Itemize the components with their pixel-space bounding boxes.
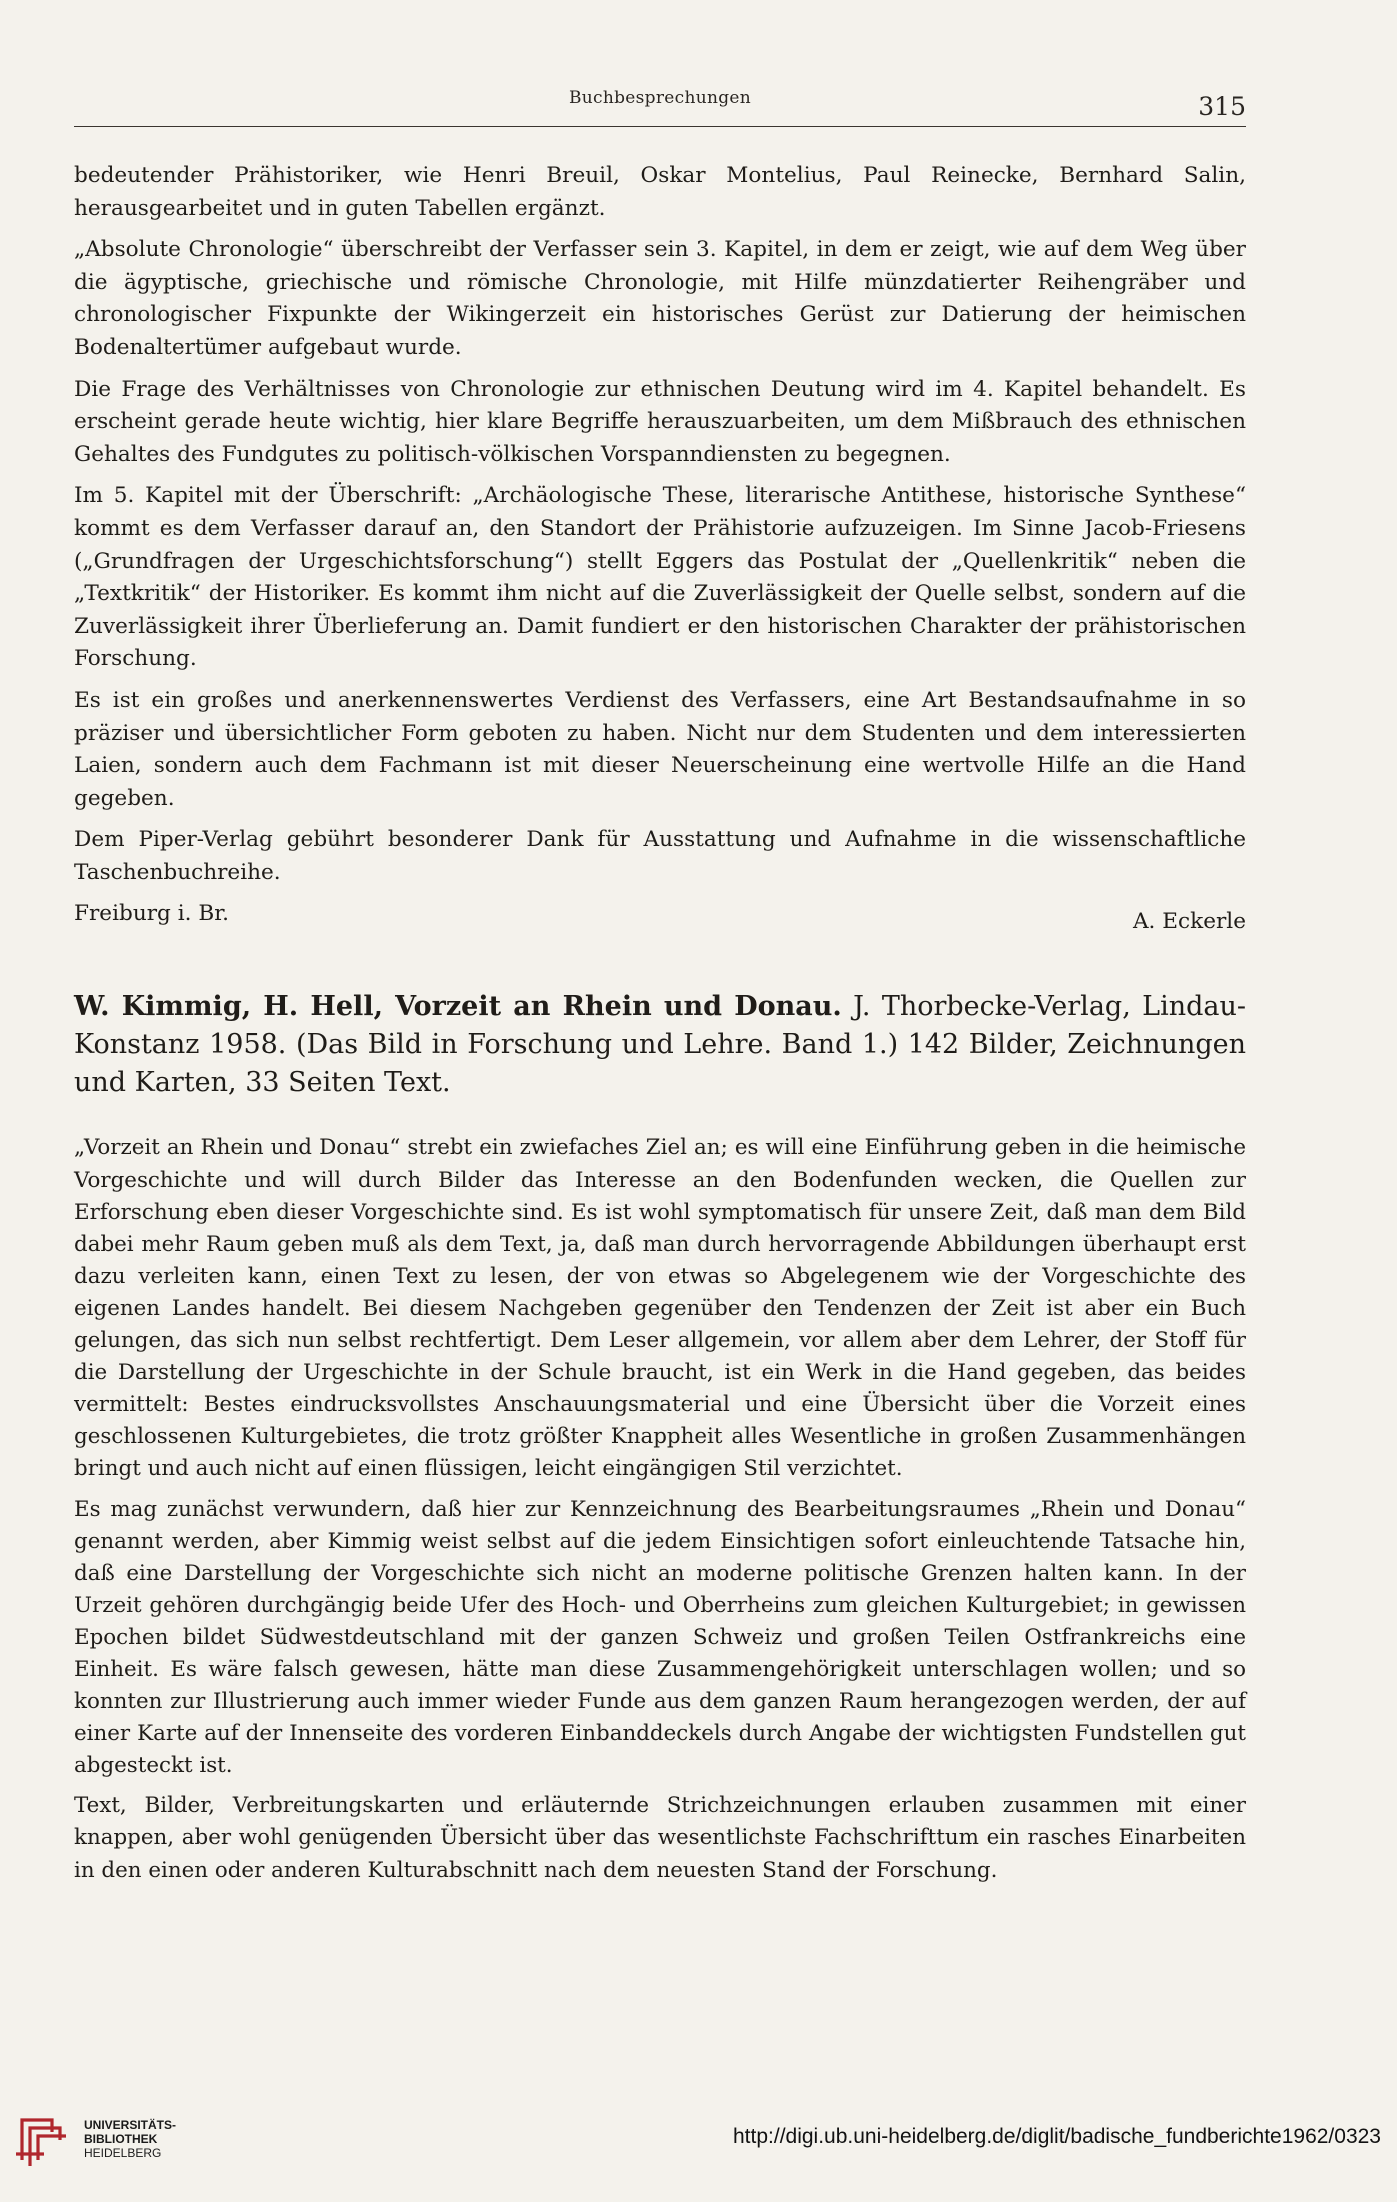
digitization-footer [0,2100,1397,2180]
paragraph: Es mag zunächst verwundern, daß hier zur Kennzeichnung des Bearbeitungsraumes „Rhein und Donau“ genannt werden, aber Kimmig weist selbst auf die jedem Einsichtigen sofort einleuchtende Tatsache hin, daß eine Darstellung der Vorgeschichte sich nicht an moderne politische Grenzen halten kann. In der Urzeit gehören durchgängig beide Ufer des Hoch- und Oberrheins zum gleichen Kulturgebiet; in gewissen Epochen bildet Südwestdeutschland mit der ganzen Schweiz und großen Teilen Ostfrankreichs eine Einheit. Es wäre falsch gewesen, hätte man diese Zusammengehörigkeit unterschlagen wollen; und so konnten zur Illustrierung auch immer wieder Funde aus dem ganzen Raum herangezogen werden, der auf einer Karte auf der Innenseite des vorderen Einbanddeckels durch Angabe der wichtigsten Fundstellen gut abgesteckt ist. [74,1496,1246,1779]
library-name-line3: HEIDELBERG [84,2146,162,2160]
paragraph: „Vorzeit an Rhein und Donau“ strebt ein zwiefaches Ziel an; es will eine Einführung geben in die heimische Vorgeschichte und will durch Bilder das Interesse an den Bodenfunden wecken, die Quellen zur Erforschung eben dieser Vorgeschichte sind. Es ist wohl symptomatisch für unsere Zeit, daß man dem Bild dabei mehr Raum geben muß als dem Text, ja, daß man durch hervorragende Abbildungen überhaupt erst dazu verleiten kann, einen Text zu lesen, der von etwas so Abgelegenem wie der Vorgeschichte des eigenen Landes handelt. Bei diesem Nachgeben gegenüber den Tendenzen der Zeit ist aber ein Buch gelungen, das sich nun selbst rechtfertigt. Dem Leser allgemein, vor allem aber dem Lehrer, der Stoff für die Darstellung der Urgeschichte in der Schule braucht, ist ein Werk in die Hand gegeben, das beides vermittelt: Bestes eindrucksvollstes Anschauungsmaterial und eine Übersicht über die Vorzeit eines geschlossenen Kulturgebietes, die trotz größter Knappheit alles Wesentliche in großen Zusammenhängen bringt und auch nicht auf einen flüssigen, leicht eingängigen Stil verzichtet. [74,1135,1246,1482]
paragraph: Dem Piper-Verlag gebührt besonderer Dank für Ausstattung und Aufnahme in die wissenschaftliche Taschenbuchreihe. [74,827,1246,885]
library-name-line2: BIBLIOTHEK [84,2132,158,2146]
running-title: Buchbesprechungen [568,88,751,108]
review-kimmig-hell [74,1132,1246,1886]
paragraph: Es ist ein großes und anerkennenswertes Verdienst des Verfassers, eine Art Bestandsaufnahme in so präziser und übersichtlicher Form geboten zu haben. Nicht nur dem Studenten und dem interessierten Laien, sondern auch dem Fachmann ist mit dieser Neuerscheinung eine wertvolle Hilfe an die Hand gegeben. [74,687,1246,811]
review-heading [74,988,1246,1102]
page-body [74,160,1246,1895]
reviewer-name: A. Eckerle [1132,909,1246,935]
library-name-line1: UNIVERSITÄTS- [84,2118,177,2132]
permalink-url[interactable]: http://digi.ub.uni-heidelberg.de/diglit/badische_fundberichte1962/0323 [733,2125,1381,2148]
running-header [74,76,1246,132]
page-number: 315 [1198,92,1246,121]
library-logo-icon [14,2110,70,2168]
review-place: Freiburg i. Br. [74,901,230,927]
paragraph: „Absolute Chronologie“ überschreibt der Verfasser sein 3. Kapitel, in dem er zeigt, wie auf dem Weg über die ägyptische, griechische und römische Chronologie, mit Hilfe münzdatierter Reihengräber und chronologischer Fixpunkte der Wikingerzeit ein historisches Gerüst zur Datierung der heimischen Bodenaltertümer aufgebaut wurde. [74,237,1246,360]
paragraph: Die Frage des Verhältnisses von Chronologie zur ethnischen Deutung wird im 4. Kapitel behandelt. Es erscheint gerade heute wichtig, hier klare Begriffe herauszuarbeiten, um dem Mißbrauch des ethnischen Gehaltes des Fundgutes zu politisch-völkischen Vorspanndiensten zu begegnen. [74,376,1246,467]
library-name [84,2118,176,2160]
review-eckerle [74,160,1246,936]
paragraph: bedeutender Prähistoriker, wie Henri Breuil, Oskar Montelius, Paul Reinecke, Bernhard Salin, herausgearbeitet und in guten Tabellen ergänzt. [74,163,1246,221]
signature-row [74,896,1246,936]
paragraph: Text, Bilder, Verbreitungskarten und erläuternde Strichzeichnungen erlauben zusammen mit einer knappen, aber wohl genügenden Übersicht über das wesentlichste Fachschrifttum ein rasches Einarbeiten in den einen oder anderen Kulturabschnitt nach dem neuesten Stand der Forschung. [74,1793,1246,1883]
header-rule [74,126,1246,127]
book-publication-details: J. Thorbecke-Verlag, Lindau-Konstanz 1958. (Das Bild in Forschung und Lehre. Band 1.) 142 Bilder, Zeichnungen und Karten, 33 Seiten Text. [74,991,1246,1099]
paragraph: Im 5. Kapitel mit der Überschrift: „Archäologische These, literarische Antithese, historische Synthese“ kommt es dem Verfasser darauf an, den Standort der Prähistorie aufzuzeigen. Im Sinne Jacob-Friesens („Grundfragen der Urgeschichtsforschung“) stellt Eggers das Postulat der „Quellenkritik“ neben die „Textkritik“ der Historiker. Es kommt ihm nicht auf die Zuverlässigkeit der Quelle selbst, sondern auf die Zuverlässigkeit ihrer Überlieferung an. Damit fundiert er den historischen Charakter der prähistorischen Forschung. [74,483,1246,672]
book-authors-title: W. Kimmig, H. Hell, Vorzeit an Rhein und Donau. [74,991,842,1023]
